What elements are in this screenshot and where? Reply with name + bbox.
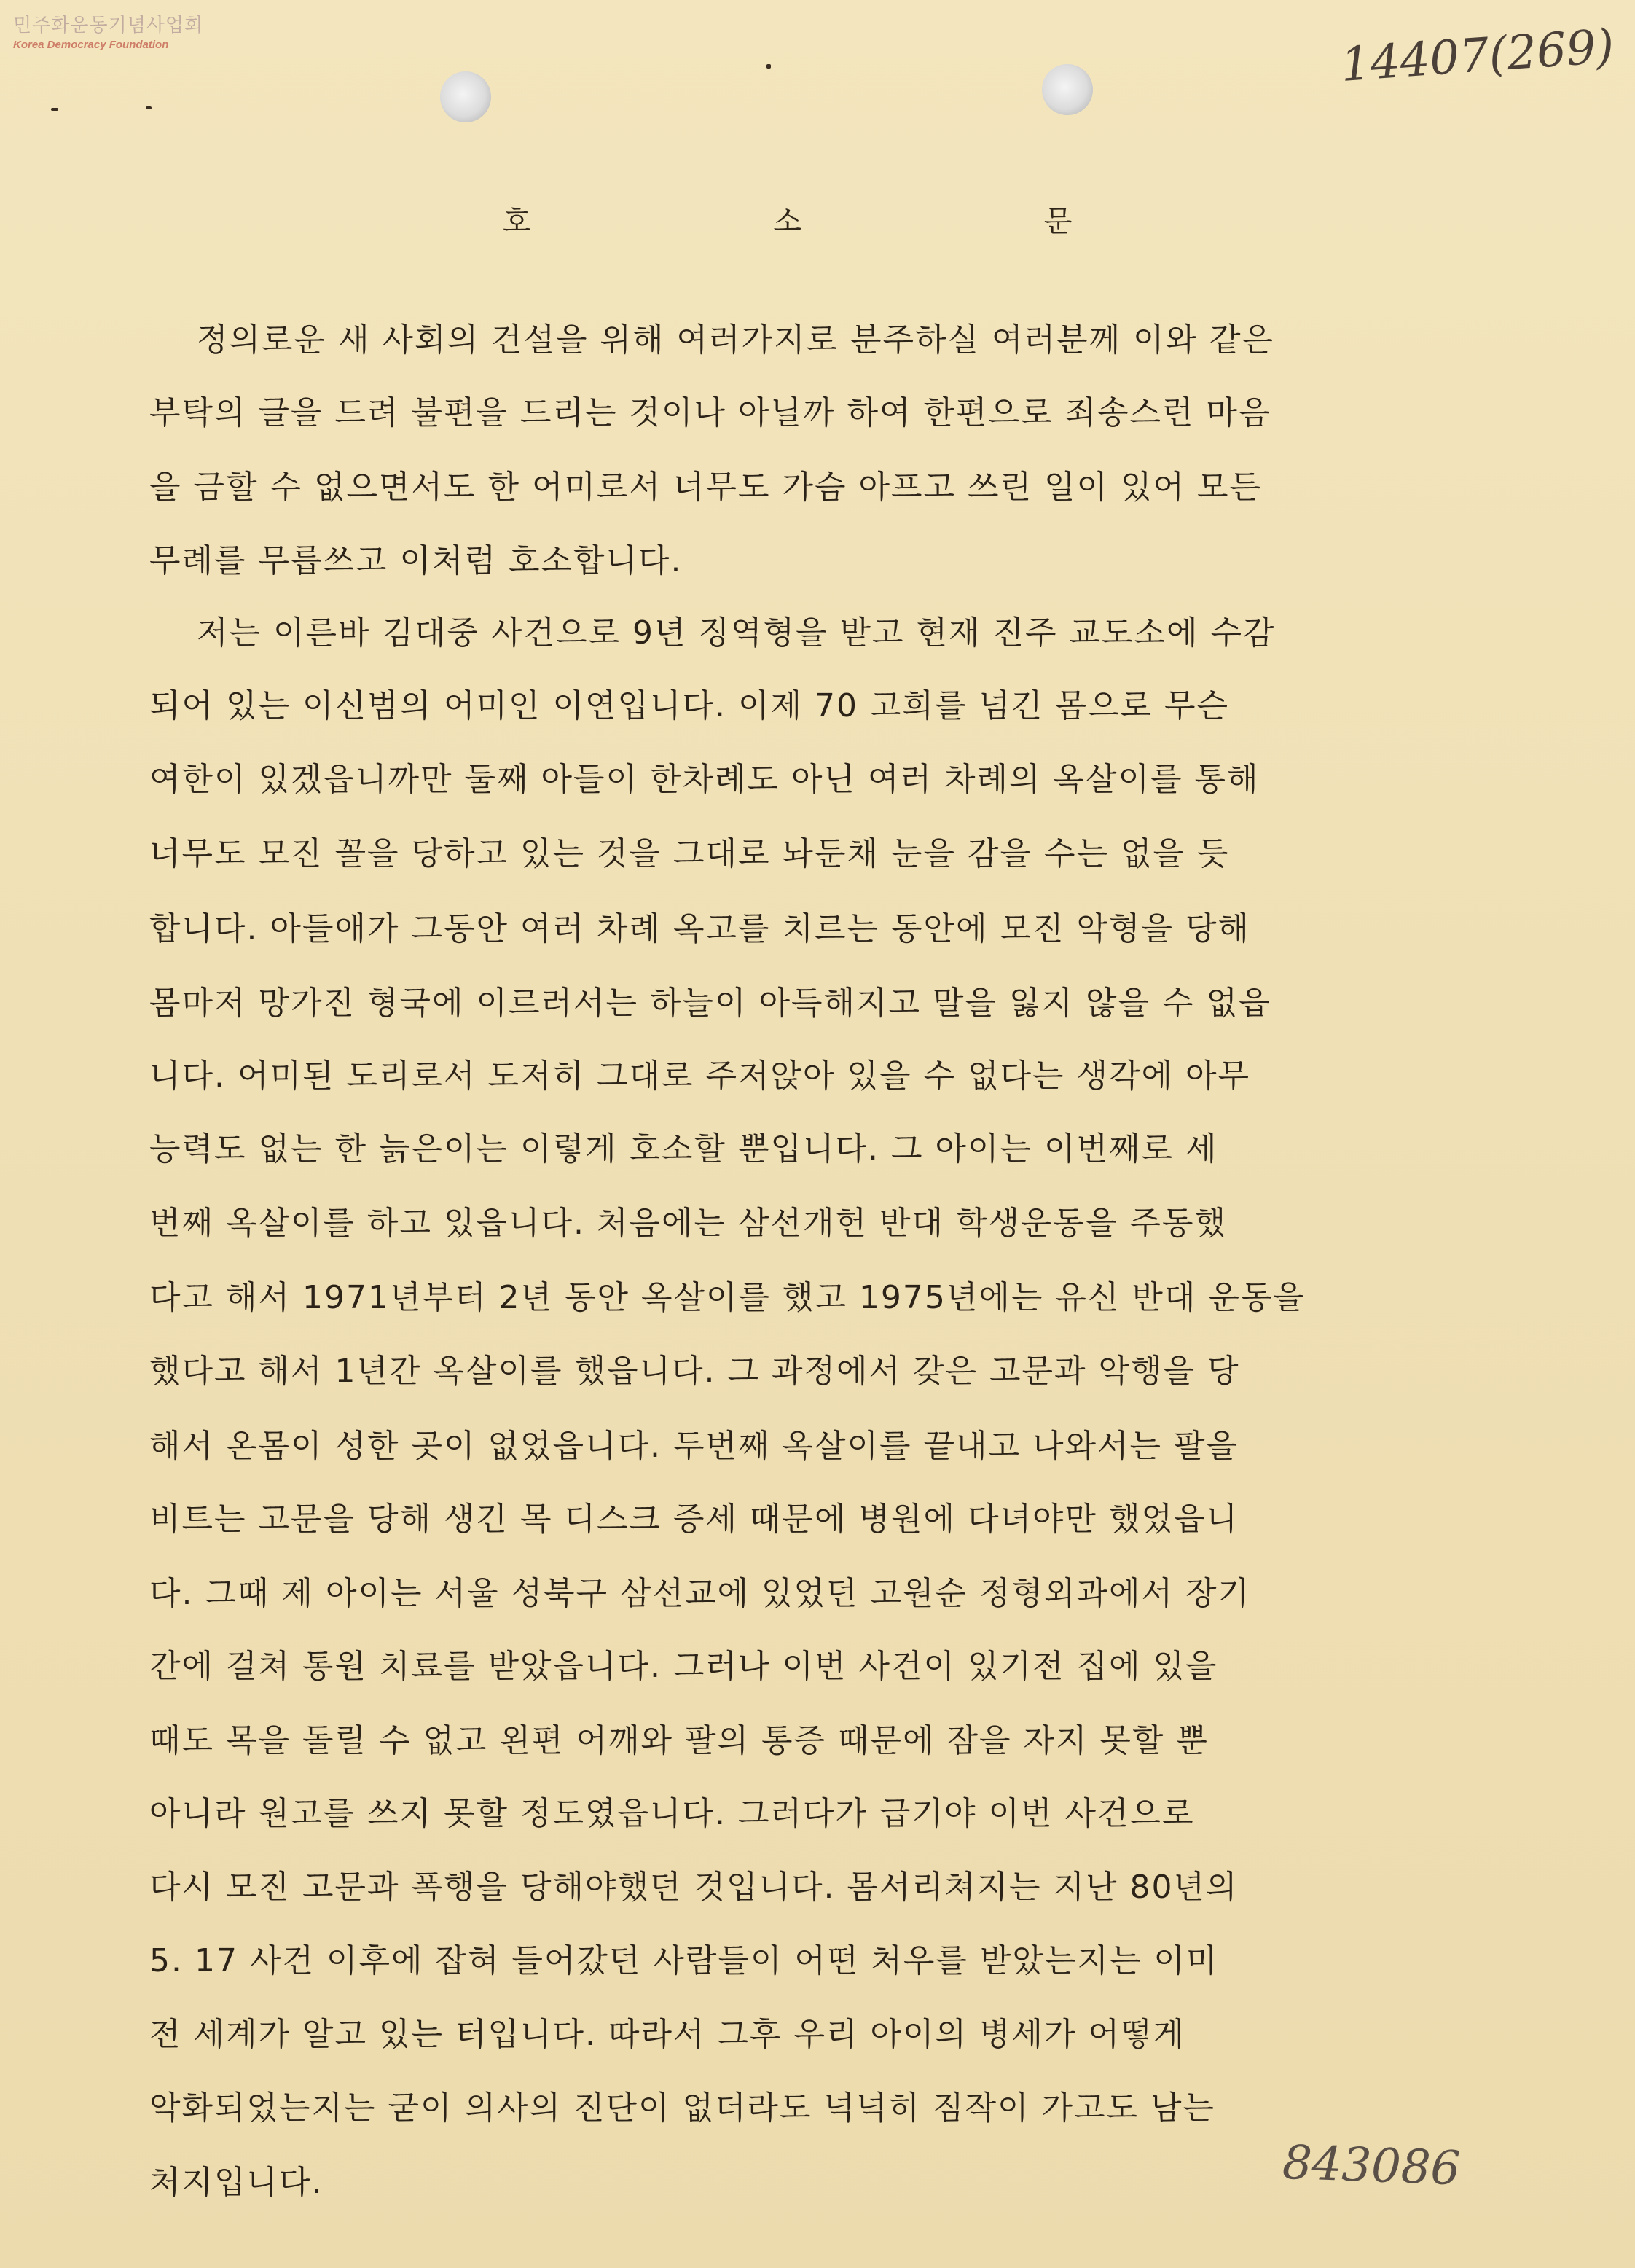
- ink-speck: [51, 108, 58, 111]
- body-line: 니다. 어미된 도리로서 도저히 그대로 주저앉아 있을 수 없다는 생각에 아무: [149, 1057, 1250, 1095]
- body-line: 여한이 있겠읍니까만 둘째 아들이 한차례도 아닌 여러 차례의 옥살이를 통해: [149, 761, 1260, 798]
- body-line: 처지입니다.: [149, 2164, 324, 2201]
- body-line: 아니라 원고를 쓰지 못할 정도였읍니다. 그러다가 급기야 이번 사건으로: [149, 1795, 1195, 1832]
- ink-speck: [766, 64, 771, 69]
- body-line: 5. 17 사건 이후에 잡혀 들어갔던 사람들이 어떤 처우를 받았는지는 이미: [149, 1942, 1219, 1979]
- handwritten-page-number: 843086: [1281, 2135, 1462, 2197]
- document-title: 호 소 문: [503, 205, 1189, 238]
- body-line: 부탁의 글을 드려 불편을 드리는 것이나 아닐까 하여 한편으로 죄송스런 마음: [149, 394, 1271, 431]
- body-line: 간에 걸쳐 통원 치료를 받았읍니다. 그러나 이번 사건이 있기전 집에 있을: [149, 1648, 1218, 1685]
- body-line: 몸마저 망가진 형국에 이르러서는 하늘이 아득해지고 말을 잃지 않을 수 없읍: [149, 985, 1271, 1022]
- body-line: 저는 이른바 김대중 사건으로 9년 징역형을 받고 현재 진주 교도소에 수감: [197, 614, 1276, 652]
- body-line: 정의로운 새 사회의 건설을 위해 여러가지로 분주하실 여러분께 이와 같은: [197, 321, 1274, 359]
- body-line: 너무도 모진 꼴을 당하고 있는 것을 그대로 놔둔채 눈을 감을 수는 없을 듯: [149, 835, 1230, 872]
- body-line: 능력도 없는 한 늙은이는 이렇게 호소할 뿐입니다. 그 아이는 이번째로 세: [149, 1130, 1218, 1168]
- body-line: 을 금할 수 없으면서도 한 어미로서 너무도 가슴 아프고 쓰린 일이 있어 모든: [149, 469, 1262, 506]
- body-line: 때도 목을 돌릴 수 없고 왼편 어깨와 팔의 통증 때문에 잠을 자지 못할 뿐: [149, 1722, 1209, 1759]
- body-line: 되어 있는 이신범의 어미인 이연입니다. 이제 70 고희를 넘긴 몸으로 무슨: [149, 687, 1229, 724]
- body-line: 무례를 무릅쓰고 이처럼 호소합니다.: [149, 542, 683, 579]
- body-line: 비트는 고문을 당해 생긴 목 디스크 증세 때문에 병원에 다녀야만 했었읍니: [149, 1501, 1239, 1538]
- punch-hole-right: [1042, 64, 1093, 115]
- watermark-english: Korea Democracy Foundation: [13, 39, 169, 51]
- ink-speck: [146, 106, 152, 109]
- body-line: 합니다. 아들애가 그동안 여러 차례 옥고를 치르는 동안에 모진 악형을 당해: [149, 910, 1250, 947]
- body-line: 했다고 해서 1년간 옥살이를 했읍니다. 그 과정에서 갖은 고문과 악행을 당: [149, 1353, 1240, 1390]
- body-line: 악화되었는지는 굳이 의사의 진단이 없더라도 넉넉히 짐작이 가고도 남는: [149, 2089, 1216, 2127]
- handwritten-document-id: 14407(269): [1338, 19, 1616, 93]
- watermark-korean: 민주화운동기념사업회: [13, 15, 204, 36]
- body-line: 해서 온몸이 성한 곳이 없었읍니다. 두번째 옥살이를 끝내고 나와서는 팔을: [149, 1428, 1239, 1465]
- body-line: 다. 그때 제 아이는 서울 성북구 삼선교에 있었던 고원순 정형외과에서 장기: [149, 1575, 1250, 1612]
- body-line: 번째 옥살이를 하고 있읍니다. 처음에는 삼선개헌 반대 학생운동을 주동했: [149, 1205, 1227, 1242]
- body-line: 다고 해서 1971년부터 2년 동안 옥살이를 했고 1975년에는 유신 반대 운동을: [149, 1279, 1306, 1316]
- body-line: 전 세계가 알고 있는 터입니다. 따라서 그후 우리 아이의 병세가 어떻게: [149, 2016, 1185, 2053]
- watermark-logo: [13, 10, 203, 51]
- punch-hole-left: [440, 71, 491, 122]
- body-line: 다시 모진 고문과 폭행을 당해야했던 것입니다. 몸서리쳐지는 지난 80년의: [149, 1869, 1239, 1906]
